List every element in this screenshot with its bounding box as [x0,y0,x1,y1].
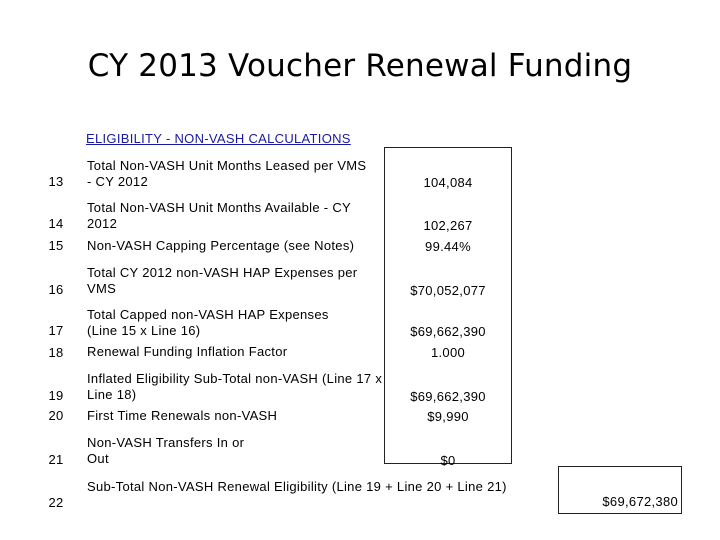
line-value: $0 [440,453,456,468]
line-label: Inflated Eligibility Sub-Total non-VASH (Line 17 x Line 18) [87,371,383,402]
line-label: Non-VASH Capping Percentage (see Notes) [87,238,355,253]
line-number: 20 [48,408,64,423]
line-value: $70,052,077 [410,283,486,298]
line-value: 99.44% [425,239,471,254]
line-number: 21 [48,452,64,467]
line-label: Total Non-VASH Unit Months Leased per VMS - CY 2012 [87,158,367,189]
line-number: 22 [48,495,64,510]
line-label: Non-VASH Transfers In or Out [87,435,245,466]
line-number: 16 [48,282,64,297]
line-label: First Time Renewals non-VASH [87,408,278,423]
line-number: 17 [48,323,64,338]
line-value: $69,662,390 [410,389,486,404]
line-number: 13 [48,174,64,189]
line-number: 18 [48,345,64,360]
line-label: Total Capped non-VASH HAP Expenses (Line 15 x Line 16) [87,307,329,338]
line-label: Sub-Total Non-VASH Renewal Eligibility (Line 19 + Line 20 + Line 21) [87,479,507,494]
line-value: $9,990 [427,409,469,424]
line-label: Total Non-VASH Unit Months Available - CY 2012 [87,200,351,231]
line-value: 1.000 [430,345,466,360]
line-number: 15 [48,238,64,253]
line-number: 19 [48,388,64,403]
page-title: CY 2013 Voucher Renewal Funding [87,48,633,84]
line-label: Total CY 2012 non-VASH HAP Expenses per VMS [87,265,358,296]
section-heading: ELIGIBILITY - NON-VASH CALCULATIONS [86,131,351,146]
line-value: 104,084 [423,175,473,190]
line-value: 102,267 [423,218,473,233]
line-number: 14 [48,216,64,231]
total-line-value: $69,672,380 [602,494,678,509]
line-value: $69,662,390 [410,324,486,339]
line-label: Renewal Funding Inflation Factor [87,344,288,359]
